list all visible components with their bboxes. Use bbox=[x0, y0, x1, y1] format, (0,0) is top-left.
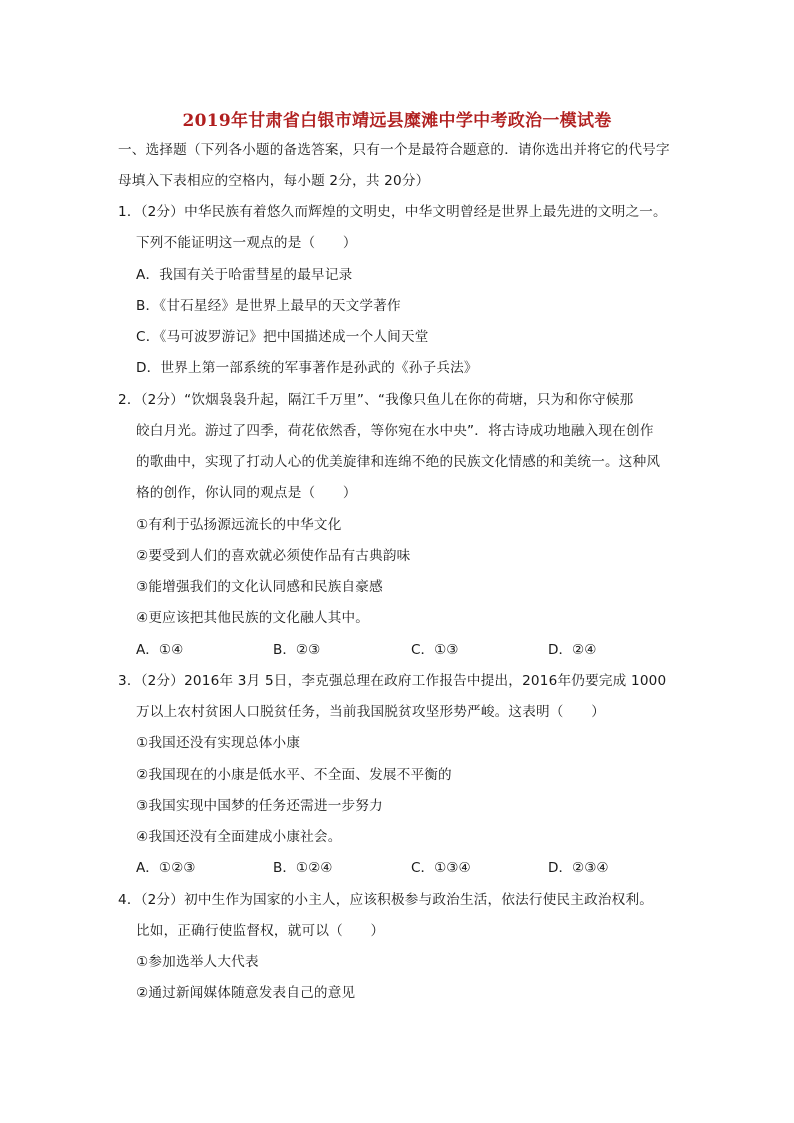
q3-option-a: A．①②③ bbox=[136, 860, 196, 876]
q1-option-c: C．《马可波罗游记》把中国描述成一个人间天堂 bbox=[136, 329, 429, 345]
q2-statement-2: ②要受到人们的喜欢就必须使作品有古典韵味 bbox=[136, 548, 411, 564]
q3-statement-2: ②我国现在的小康是低水平、不全面、发展不平衡的 bbox=[136, 767, 452, 783]
q2-statement-4: ④更应该把其他民族的文化融人其中。 bbox=[136, 610, 370, 626]
q1-stem-line1: 1．（2分）中华民族有着悠久而辉煌的文明史，中华文明曾经是世界上最先进的文明之一。 bbox=[118, 204, 667, 220]
q2-option-c: C．①③ bbox=[411, 642, 459, 658]
q2-stem-line1: 2．（2分）“饮烟袅袅升起，隔江千万里”、“我像只鱼儿在你的荷塘，只为和你守候那 bbox=[118, 392, 634, 408]
q4-statement-2: ②通过新闻媒体随意发表自己的意见 bbox=[136, 985, 356, 1001]
q4-stem-line1: 4．（2分）初中生作为国家的小主人，应该积极参与政治生活，依法行使民主政治权利。 bbox=[118, 892, 654, 908]
q1-option-d: D．世界上第一部系统的军事著作是孙武的《孙子兵法》 bbox=[136, 360, 478, 376]
q3-statement-3: ③我国实现中国梦的任务还需进一步努力 bbox=[136, 798, 383, 814]
q3-statement-1: ①我国还没有实现总体小康 bbox=[136, 735, 301, 751]
q1-option-a: A．我国有关于哈雷彗星的最早记录 bbox=[136, 267, 353, 283]
q3-statement-4: ④我国还没有全面建成小康社会。 bbox=[136, 829, 342, 845]
q2-stem-line4: 格的创作，你认同的观点是（ ） bbox=[136, 485, 357, 501]
q2-stem-line2: 皎白月光。游过了四季，荷花依然香，等你宛在水中央”．将古诗成功地融入现在创作 bbox=[136, 423, 654, 439]
q2-stem-line3: 的歌曲中，实现了打动人心的优美旋律和连绵不绝的民族文化情感的和美统一。这种风 bbox=[136, 454, 661, 470]
section-instruction-line2: 母填入下表相应的空格内，每小题 2分，共 20分） bbox=[118, 173, 430, 189]
q3-stem-line2: 万以上农村贫困人口脱贫任务，当前我国脱贫攻坚形势严峻。这表明（ ） bbox=[136, 704, 605, 720]
q2-option-a: A．①④ bbox=[136, 642, 184, 658]
q1-option-b: B．《甘石星经》是世界上最早的天文学著作 bbox=[136, 298, 401, 314]
q3-option-b: B．①②④ bbox=[273, 860, 333, 876]
q4-stem-line2: 比如，正确行使监督权，就可以（ ） bbox=[136, 923, 385, 939]
q3-stem-line1: 3．（2分）2016年 3月 5日，李克强总理在政府工作报告中提出，2016年仍要完成 1000 bbox=[118, 673, 667, 689]
q2-option-b: B．②③ bbox=[273, 642, 321, 658]
exam-title: 2019年甘肃省白银市靖远县糜滩中学中考政治一模试卷 bbox=[182, 111, 612, 131]
q2-statement-1: ①有利于弘扬源远流长的中华文化 bbox=[136, 517, 342, 533]
q4-statement-1: ①参加选举人大代表 bbox=[136, 954, 259, 970]
q3-option-d: D．②③④ bbox=[548, 860, 609, 876]
section-instruction-line1: 一、选择题（下列各小题的备选答案，只有一个是最符合题意的．请你选出并将它的代号字 bbox=[118, 142, 670, 158]
q1-stem-line2: 下列不能证明这一观点的是（ ） bbox=[136, 235, 357, 251]
q3-option-c: C．①③④ bbox=[411, 860, 471, 876]
q2-statement-3: ③能增强我们的文化认同感和民族自豪感 bbox=[136, 579, 383, 595]
q2-option-d: D．②④ bbox=[548, 642, 597, 658]
